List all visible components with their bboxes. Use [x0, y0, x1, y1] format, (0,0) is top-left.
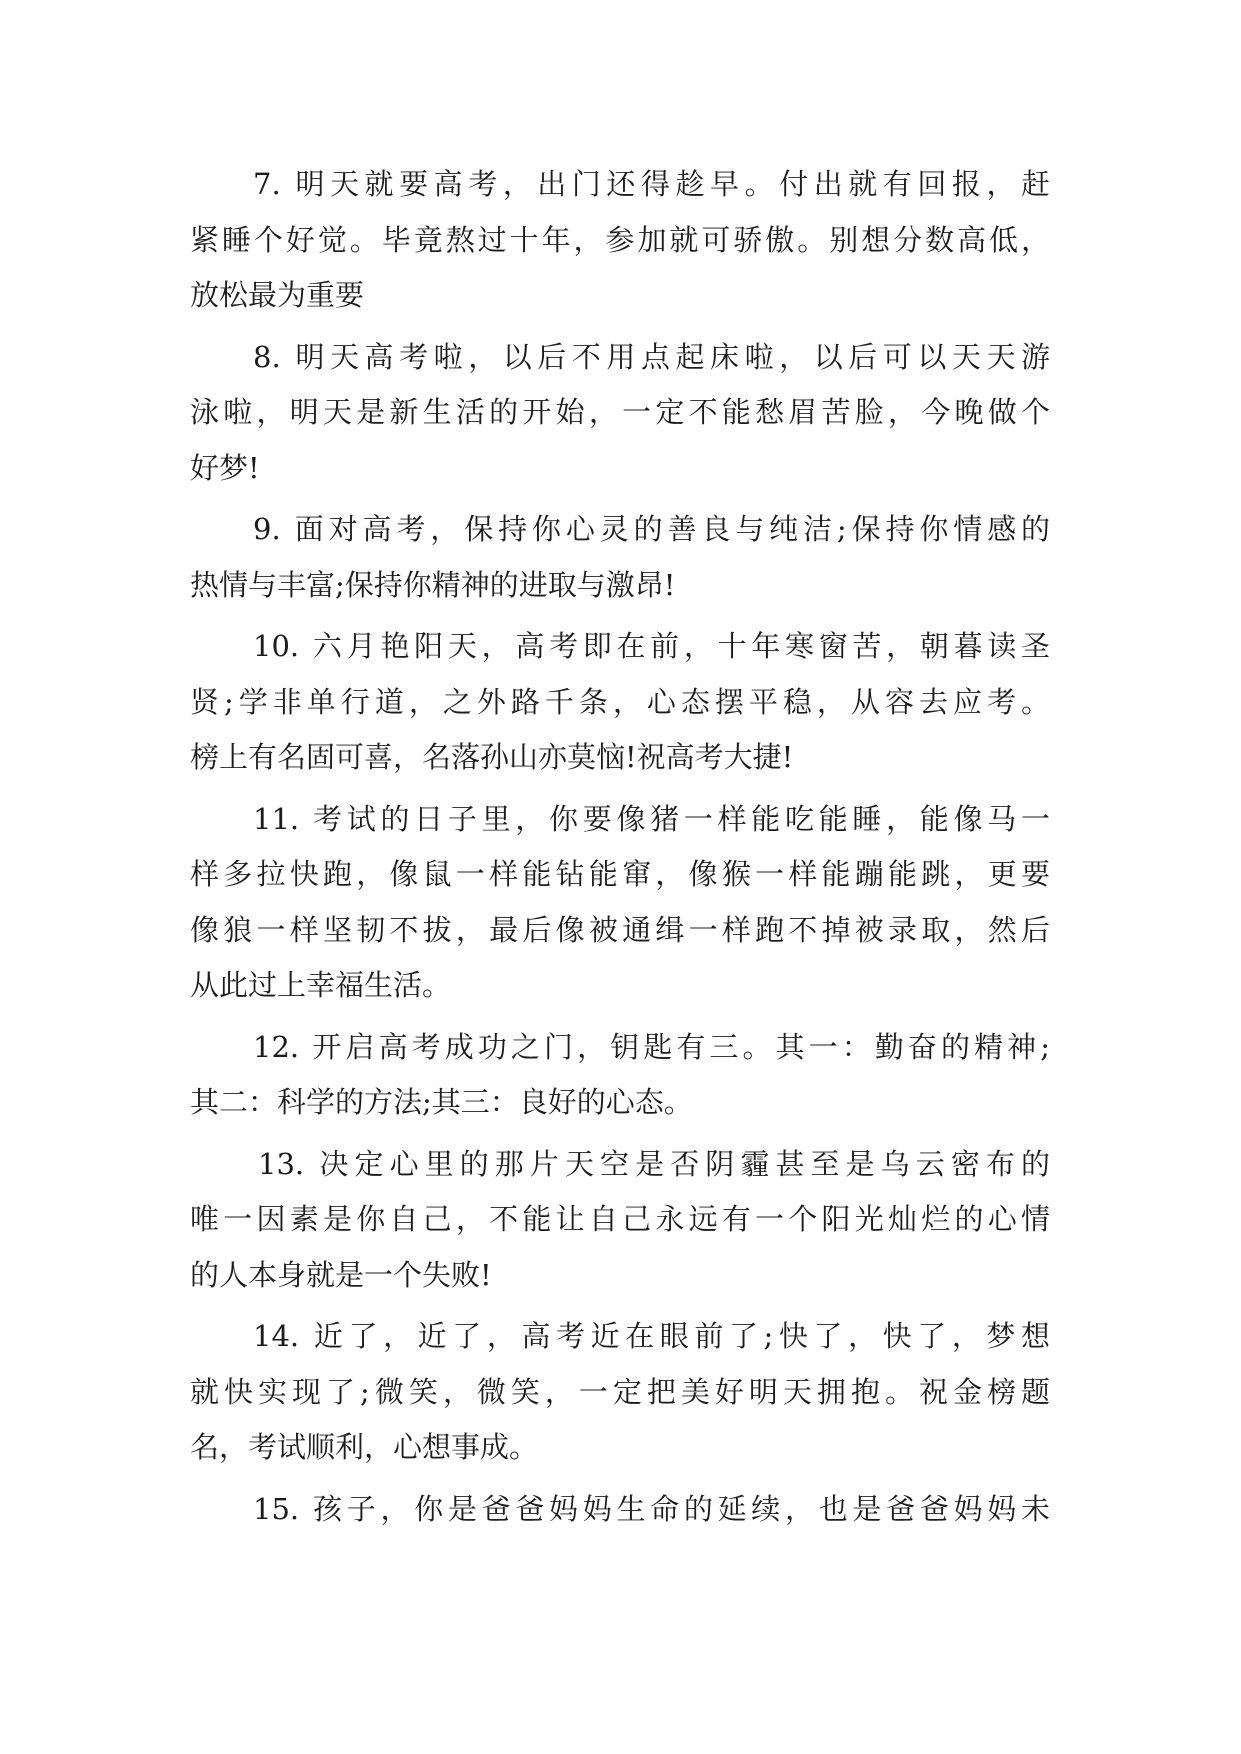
paragraph-15 [190, 1482, 1050, 1538]
paragraph-line: 像狼一样坚韧不拔，最后像被通缉一样跑不掉被录取，然后 [190, 912, 1050, 947]
paragraph-line: 15. 孩子，你是爸爸妈妈生命的延续，也是爸爸妈妈未 [253, 1491, 1050, 1526]
paragraph-line: 榜上有名固可喜，名落孙山亦莫恼!祝高考大捷! [190, 740, 794, 774]
paragraph-line: 样多拉快跑，像鼠一样能钻能窜，像猴一样能蹦能跳，更要 [190, 857, 1050, 891]
paragraph-12 [190, 1020, 1050, 1131]
paragraph-10 [190, 619, 1050, 786]
paragraph-line: 放松最为重要 [190, 278, 365, 312]
paragraph-line: 就快实现了;微笑，微笑，一定把美好明天拥抱。祝金榜题 [190, 1374, 1050, 1409]
paragraph-line: 9. 面对高考，保持你心灵的善良与纯洁;保持你情感的 [253, 512, 1050, 546]
paragraph-line: 8. 明天高考啦，以后不用点起床啦，以后可以天天游 [253, 339, 1050, 374]
paragraph-line: 名，考试顺利，心想事成。 [190, 1430, 539, 1464]
paragraph-line: 唯一因素是你自己，不能让自己永远有一个阳光灿烂的心情 [190, 1202, 1050, 1236]
paragraph-line: 12. 开启高考成功之门，钥匙有三。其一：勤奋的精神; [253, 1029, 1051, 1064]
paragraph-13 [190, 1137, 1050, 1304]
paragraph-line: 10. 六月艳阳天，高考即在前，十年寒窗苦，朝暮读圣 [253, 629, 1050, 663]
paragraph-line: 11. 考试的日子里，你要像猪一样能吃能睡，能像马一 [253, 801, 1050, 836]
paragraph-7 [190, 157, 1050, 324]
paragraph-9 [190, 502, 1050, 613]
paragraph-14 [190, 1309, 1050, 1476]
paragraph-line: 贤;学非单行道，之外路千条，心态摆平稳，从容去应考。 [190, 684, 1050, 719]
paragraph-line: 从此过上幸福生活。 [190, 968, 452, 1002]
paragraph-line: 的人本身就是一个失败! [190, 1257, 492, 1292]
paragraph-line: 7. 明天就要高考，出门还得趁早。付出就有回报，赶 [253, 167, 1050, 201]
paragraph-line: 其二：科学的方法;其三：良好的心态。 [190, 1085, 693, 1119]
paragraph-line: 热情与丰富;保持你精神的进取与激昂! [190, 567, 676, 602]
paragraph-11 [190, 792, 1050, 1014]
paragraph-8 [190, 330, 1050, 497]
paragraph-line: 14. 近了，近了，高考近在眼前了;快了，快了，梦想 [253, 1319, 1050, 1353]
paragraph-line: 紧睡个好觉。毕竟熬过十年，参加就可骄傲。别想分数高低， [190, 222, 1050, 257]
document-body [190, 157, 1050, 1543]
paragraph-line: 13. 决定心里的那片天空是否阴霾甚至是乌云密布的 [258, 1146, 1050, 1181]
paragraph-line: 泳啦，明天是新生活的开始，一定不能愁眉苦脸，今晚做个 [190, 395, 1050, 429]
paragraph-line: 好梦! [190, 450, 260, 485]
